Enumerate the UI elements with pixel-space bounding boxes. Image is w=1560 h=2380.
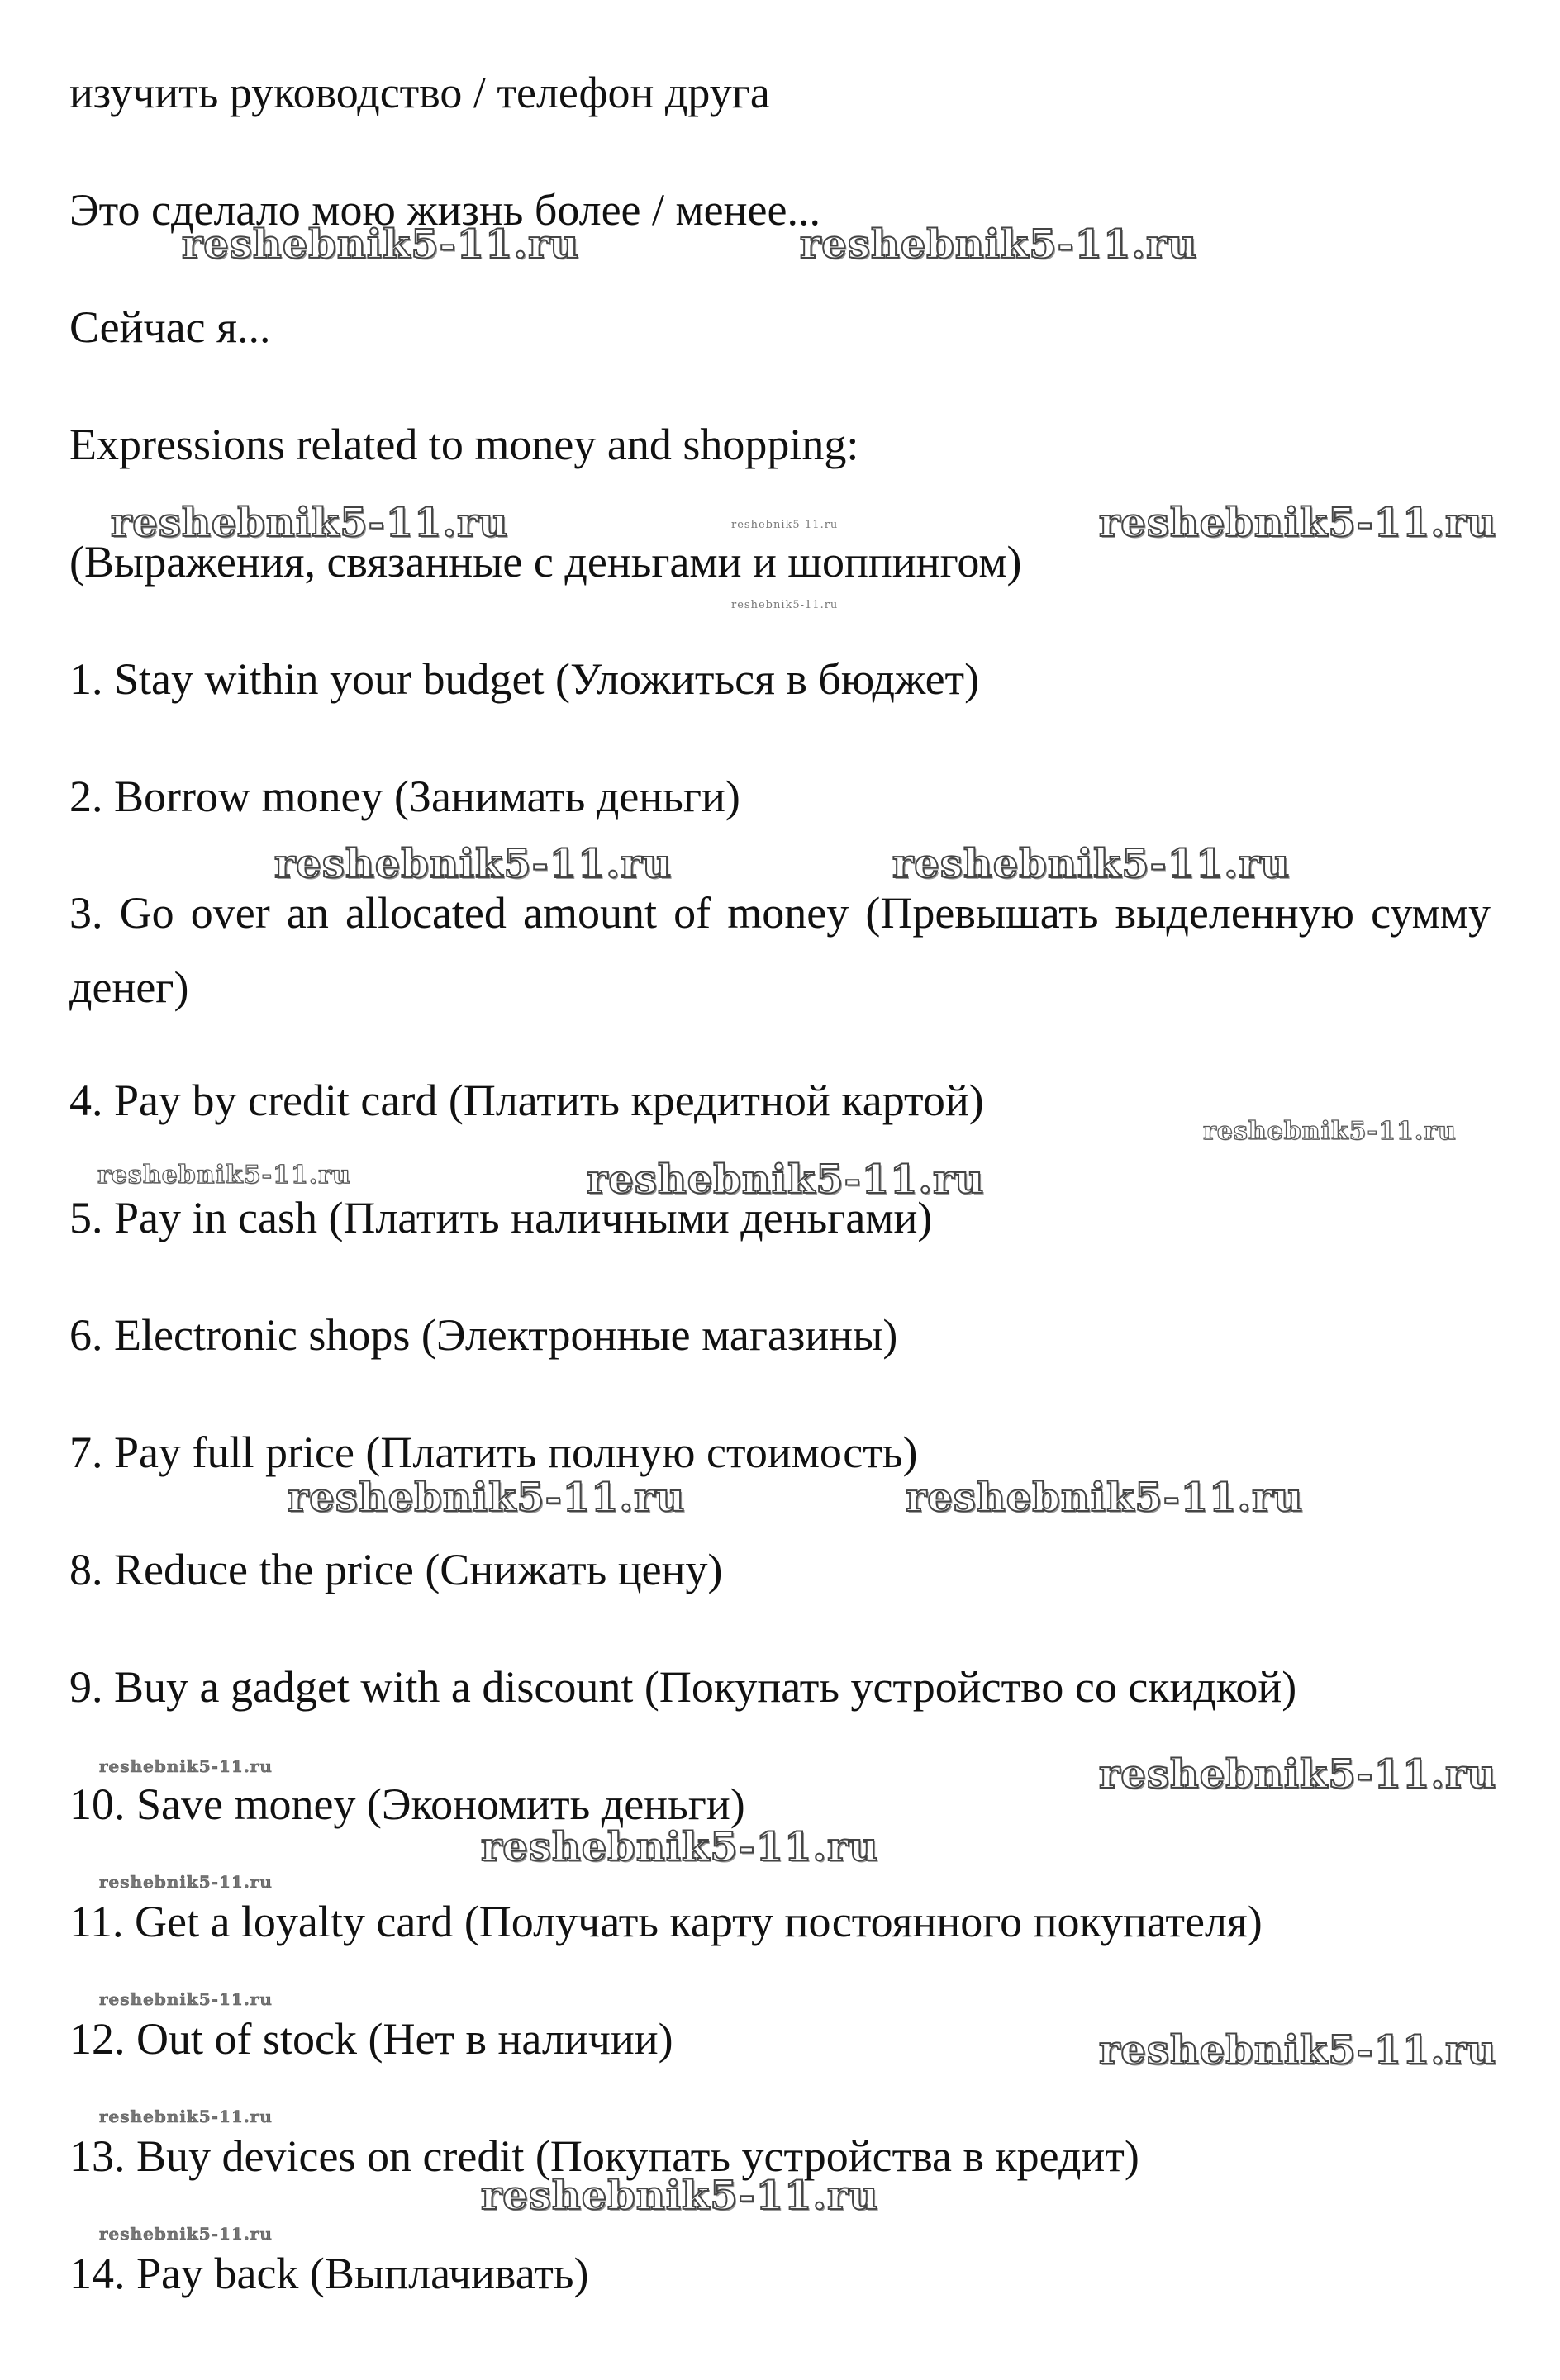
list-item: 4. Pay by credit card (Платить кредитной картой) [69, 1076, 984, 1125]
watermark-stamp: reshebnik5-11.ru [98, 1161, 351, 1190]
watermark-stamp: reshebnik5-11.ru [99, 1756, 273, 1776]
list-item: 12. Out of stock (Нет в наличии) [69, 2014, 673, 2064]
watermark-stamp: reshebnik5-11.ru [481, 2173, 879, 2219]
watermark-stamp: reshebnik5-11.ru [1203, 1117, 1457, 1146]
list-item: 9. Buy a gadget with a discount (Покупать устройство со скидкой) [69, 1662, 1297, 1712]
watermark-stamp: reshebnik5-11.ru [1099, 500, 1497, 546]
section-heading: Expressions related to money and shopping: [69, 420, 859, 469]
list-item: 6. Electronic shops (Электронные магазины) [69, 1310, 898, 1360]
list-item: 2. Borrow money (Занимать деньги) [69, 772, 740, 821]
watermark-stamp: reshebnik5-11.ru [800, 221, 1198, 268]
list-item: 11. Get a loyalty card (Получать карту постоянного покупателя) [69, 1897, 1263, 1946]
watermark-stamp: reshebnik5-11.ru [731, 519, 839, 531]
list-item: 10. Save money (Экономить деньги) [69, 1779, 745, 1829]
list-item: 1. Stay within your budget (Уложиться в бюджет) [69, 654, 980, 704]
text-line: изучить руководство / телефон друга [69, 68, 770, 117]
watermark-stamp: reshebnik5-11.ru [99, 2224, 273, 2244]
section-heading-translation: (Выражения, связанные с деньгами и шоппингом) [69, 537, 1022, 587]
list-item: 14. Pay back (Выплачивать) [69, 2249, 589, 2298]
watermark-stamp: reshebnik5-11.ru [182, 221, 580, 268]
watermark-stamp: reshebnik5-11.ru [892, 841, 1291, 887]
watermark-stamp: reshebnik5-11.ru [99, 2107, 273, 2126]
list-item: 5. Pay in cash (Платить наличными деньгами) [69, 1193, 933, 1242]
watermark-stamp: reshebnik5-11.ru [111, 500, 509, 546]
watermark-stamp: reshebnik5-11.ru [1099, 2027, 1497, 2074]
watermark-stamp: reshebnik5-11.ru [587, 1157, 985, 1203]
watermark-stamp: reshebnik5-11.ru [731, 599, 839, 611]
list-item: 8. Reduce the price (Снижать цену) [69, 1545, 723, 1594]
watermark-stamp: reshebnik5-11.ru [288, 1475, 686, 1521]
watermark-stamp: reshebnik5-11.ru [481, 1824, 879, 1870]
watermark-stamp: reshebnik5-11.ru [274, 841, 673, 887]
watermark-stamp: reshebnik5-11.ru [906, 1475, 1304, 1521]
text-line: Это сделало мою жизнь более / менее... [69, 185, 820, 235]
list-item: 13. Buy devices on credit (Покупать устройства в кредит) [69, 2131, 1139, 2181]
watermark-stamp: reshebnik5-11.ru [99, 1989, 273, 2009]
text-line: Сейчас я... [69, 302, 271, 352]
watermark-stamp: reshebnik5-11.ru [99, 1872, 273, 1892]
list-item: 3. Go over an allocated amount of money (Превышать выделенную сумму денег) [69, 888, 1491, 1012]
watermark-stamp: reshebnik5-11.ru [1099, 1751, 1497, 1798]
list-item: 7. Pay full price (Платить полную стоимость) [69, 1428, 918, 1477]
